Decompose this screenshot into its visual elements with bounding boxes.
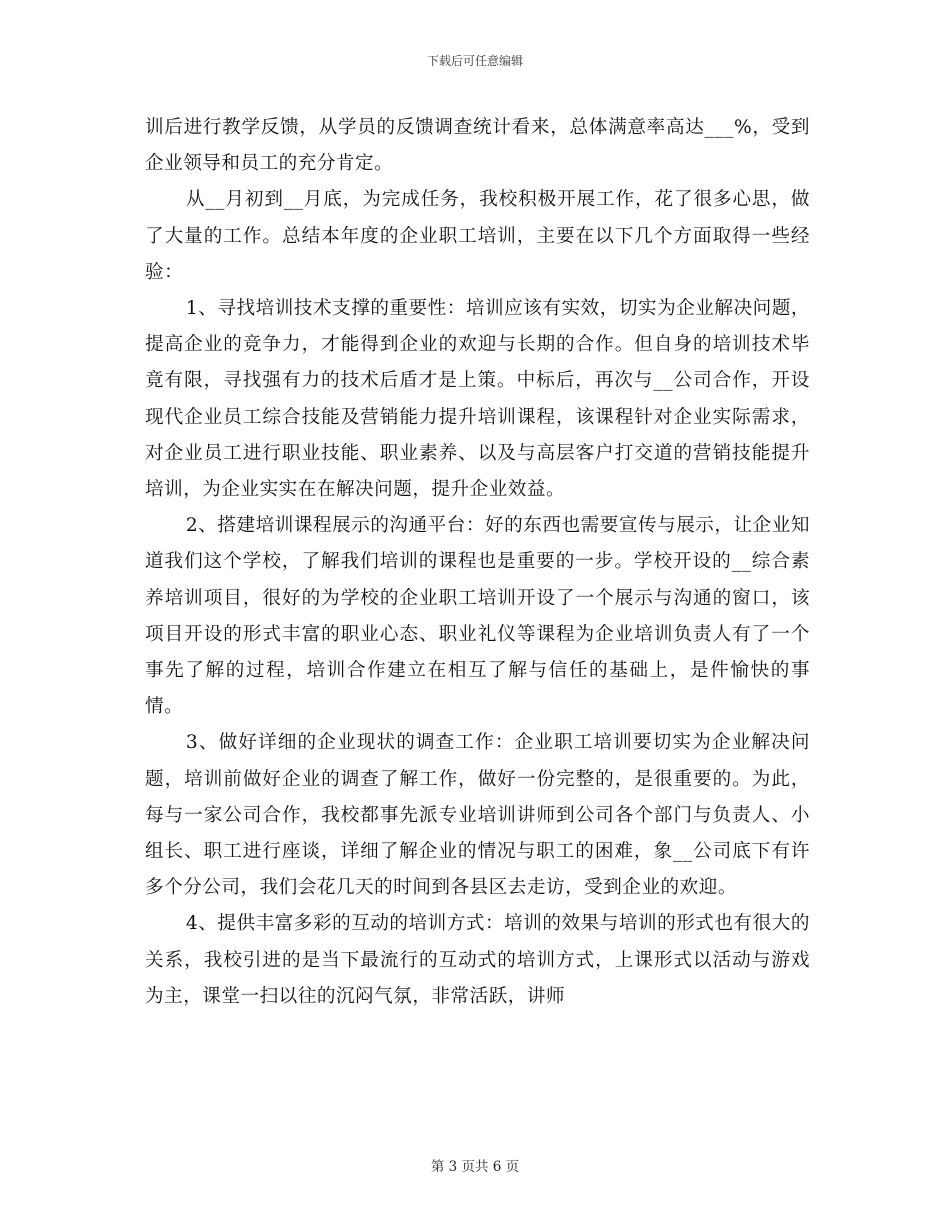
- paragraph-intro: 从__月初到__月底，为完成任务，我校积极开展工作，花了很多心思，做了大量的工作。总结本年度的企业职工培训，主要在以下几个方面取得一些经验：: [145, 189, 810, 283]
- paragraph-item-1: 1、寻找培训技术支撑的重要性：培训应该有实效，切实为企业解决问题，提高企业的竞争力，才能得到企业的欢迎与长期的合作。但自身的培训技术毕竟有限，寻找强有力的技术后盾才是上策。中标后，再次与__公司合作，开设现代企业员工综合技能及营销能力提升培训课程，该课程针对企业实际需求，对企业员工进行职业技能、职业素养、以及与高层客户打交道的营销技能提升培训，为企业实实在在解决问题，提升企业效益。: [145, 298, 810, 501]
- paragraph-item-3: 3、做好详细的企业现状的调查工作：企业职工培训要切实为企业解决问题，培训前做好企业的调查了解工作，做好一份完整的，是很重要的。为此，每与一家公司合作，我校都事先派专业培训讲师到公司各个部门与负责人、小组长、职工进行座谈，详细了解企业的情况与职工的困难，象__公司底下有许多个分公司，我们会花几天的时间到各县区去走访，受到企业的欢迎。: [145, 732, 810, 899]
- page-header-note: 下载后可任意编辑: [426, 54, 523, 68]
- paragraph-item-2: 2、搭建培训课程展示的沟通平台：好的东西也需要宣传与展示，让企业知道我们这个学校，了解我们培训的课程也是重要的一步。学校开设的__综合素养培训项目，很好的为学校的企业职工培训开设了一个展示与沟通的窗口，该项目开设的形式丰富的职业心态、职业礼仪等课程为企业培训负责人有了一个事先了解的过程，培训合作建立在相互了解与信任的基础上，是件愉快的事情。: [145, 515, 810, 718]
- page-number: 第 3 页共 6 页: [430, 1159, 520, 1175]
- paragraph-continuation: 训后进行教学反馈，从学员的反馈调查统计看来，总体满意率高达___%，受到企业领导和员工的充分肯定。: [145, 117, 810, 175]
- document-body: [145, 110, 810, 1015]
- paragraph-item-4: 4、提供丰富多彩的互动的培训方式：培训的效果与培训的形式也有很大的关系，我校引进的是当下最流行的互动式的培训方式，上课形式以活动与游戏为主，课堂一扫以往的沉闷气氛，非常活跃，讲师: [145, 913, 810, 1007]
